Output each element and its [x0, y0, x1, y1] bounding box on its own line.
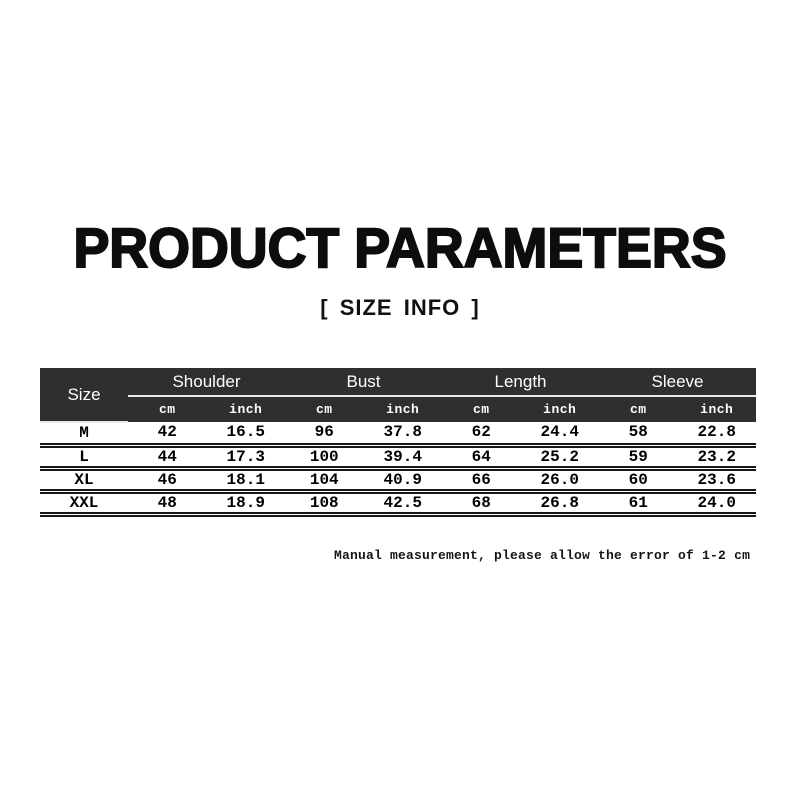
size-table [40, 368, 756, 517]
unit-label-inch: inch [678, 396, 757, 422]
size-label-cell: XXL [40, 491, 128, 514]
size-table-header [40, 368, 756, 422]
value-cell: 24.4 [521, 422, 600, 445]
unit-label-cm: cm [599, 396, 678, 422]
unit-label-cm: cm [128, 396, 207, 422]
value-cell: 96 [285, 422, 364, 445]
column-group-length: Length [442, 368, 599, 396]
value-cell: 18.1 [207, 468, 286, 491]
unit-row [40, 396, 756, 422]
size-label-cell: M [40, 422, 128, 445]
value-cell: 39.4 [364, 445, 443, 468]
value-cell: 60 [599, 468, 678, 491]
unit-label-inch: inch [521, 396, 600, 422]
value-cell: 22.8 [678, 422, 757, 445]
measurement-note: Manual measurement, please allow the error of 1-2 cm [334, 548, 751, 563]
value-cell: 17.3 [207, 445, 286, 468]
table-row-xxl [40, 491, 756, 514]
value-cell: 24.0 [678, 491, 757, 514]
value-cell: 104 [285, 468, 364, 491]
size-label-cell: XL [40, 468, 128, 491]
value-cell: 23.6 [678, 468, 757, 491]
unit-label-inch: inch [207, 396, 286, 422]
value-cell: 44 [128, 445, 207, 468]
page-title: PRODUCT PARAMETERS [73, 216, 727, 279]
value-cell: 40.9 [364, 468, 443, 491]
unit-label-cm: cm [285, 396, 364, 422]
page-subtitle: [ SIZE INFO ] [320, 295, 480, 320]
column-group-row [40, 368, 756, 396]
value-cell: 100 [285, 445, 364, 468]
size-table-body [40, 422, 756, 514]
value-cell: 42 [128, 422, 207, 445]
value-cell: 59 [599, 445, 678, 468]
value-cell: 26.8 [521, 491, 600, 514]
column-group-sleeve: Sleeve [599, 368, 756, 396]
value-cell: 58 [599, 422, 678, 445]
value-cell: 16.5 [207, 422, 286, 445]
value-cell: 62 [442, 422, 521, 445]
table-row-xl [40, 468, 756, 491]
value-cell: 66 [442, 468, 521, 491]
value-cell: 108 [285, 491, 364, 514]
value-cell: 23.2 [678, 445, 757, 468]
value-cell: 26.0 [521, 468, 600, 491]
value-cell: 37.8 [364, 422, 443, 445]
value-cell: 48 [128, 491, 207, 514]
value-cell: 64 [442, 445, 521, 468]
column-group-bust: Bust [285, 368, 442, 396]
value-cell: 46 [128, 468, 207, 491]
value-cell: 18.9 [207, 491, 286, 514]
value-cell: 68 [442, 491, 521, 514]
corner-label-size: Size [40, 368, 128, 422]
value-cell: 25.2 [521, 445, 600, 468]
value-cell: 42.5 [364, 491, 443, 514]
size-label-cell: L [40, 445, 128, 468]
table-row-l [40, 445, 756, 468]
unit-label-inch: inch [364, 396, 443, 422]
table-row-m [40, 422, 756, 445]
unit-label-cm: cm [442, 396, 521, 422]
column-group-shoulder: Shoulder [128, 368, 285, 396]
value-cell: 61 [599, 491, 678, 514]
